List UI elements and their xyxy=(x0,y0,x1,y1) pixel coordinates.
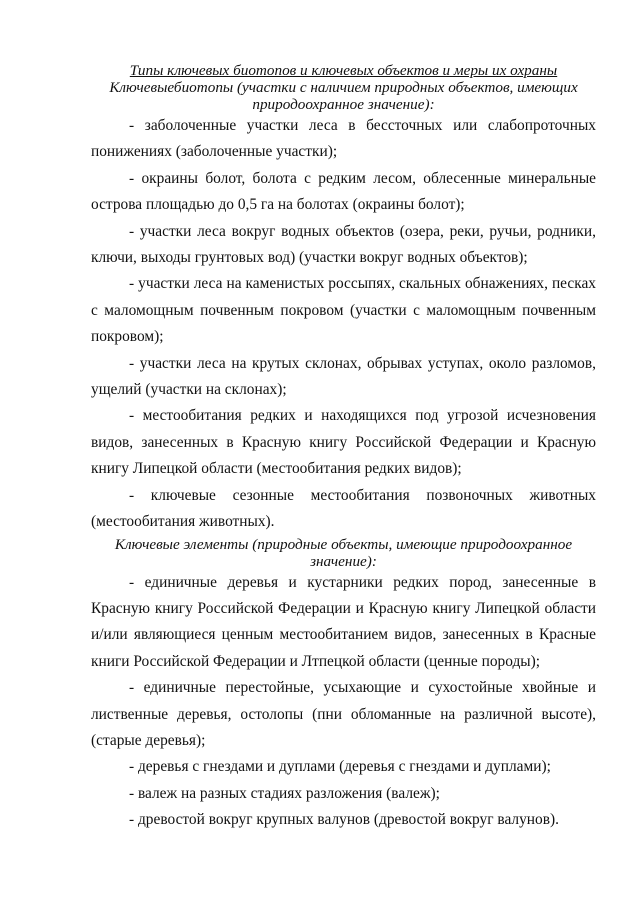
element-item: - деревья с гнездами и дуплами (деревья с гнездами и дуплами); xyxy=(129,758,551,776)
element-item: - единичные деревья и кустарники редких пород, занесенные в Красную книгу Российской Федерации и Красную книгу Липецкой области и/или являющиеся ценным местообитанием видов, занесенных в Красные книги Российской Федерации и Лтпецкой области (ценные породы); xyxy=(91,573,596,670)
biotope-item: - заболоченные участки леса в бессточных или слабопроточных понижениях (заболоченные участки); xyxy=(91,117,596,161)
biotope-item: - участки леса вокруг водных объектов (озера, реки, ручьи, родники, ключи, выходы грунтовых вод) (участки вокруг водных объектов); xyxy=(91,222,596,267)
elements-heading: Ключевые элементы (природные объекты, имеющие природоохранное значение): xyxy=(114,535,573,570)
element-item: - единичные перестойные, усыхающие и сухостойные хвойные и лиственные деревья, остолопы (пни обломанные на различной высоте), (старые деревья); xyxy=(91,679,596,749)
biotope-item: - участки леса на крутых склонах, обрывах уступах, около разломов, ущелий (участки на склонах); xyxy=(91,354,596,399)
biotope-item: - ключевые сезонные местообитания позвоночных животных (местообитания животных). xyxy=(91,486,596,531)
biotope-item: - участки леса на каменистых россыпях, скальных обнажениях, песках с маломощным почвенным покровом (участки с маломощным почвенным покровом); xyxy=(91,275,596,346)
document-title: Типы ключевых биотопов и ключевых объектов и меры их охраны xyxy=(129,62,558,79)
document-page xyxy=(91,62,596,834)
element-item: - валеж на разных стадиях разложения (валеж); xyxy=(129,784,440,802)
element-item: - древостой вокруг крупных валунов (древостой вокруг валунов). xyxy=(129,811,559,829)
biotopes-heading: Ключевыебиотопы (участки с наличием природных объектов, имеющих природоохранное значение): xyxy=(109,79,578,113)
biotope-item: - местообитания редких и находящихся под угрозой исчезновения видов, занесенных в Красную книгу Российской Федерации и Красную книгу Липецкой области (местообитания редких видов); xyxy=(91,407,596,478)
biotope-item: - окраины болот, болота с редким лесом, облесенные минеральные острова площадью до 0,5 га на болотах (окраины болот); xyxy=(91,169,596,214)
